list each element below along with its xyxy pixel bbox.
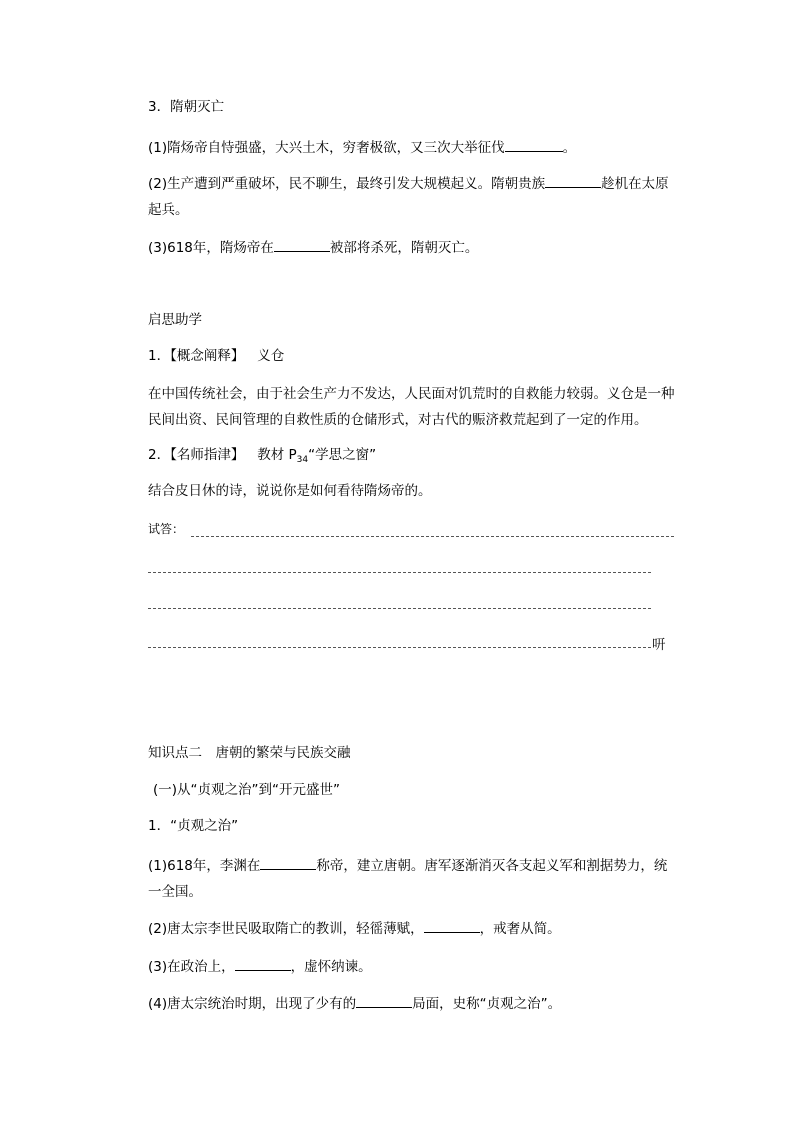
paragraph xyxy=(148,237,478,257)
section-heading: 启思助学 xyxy=(148,312,202,328)
answer-tail-char: 咞 xyxy=(652,637,666,653)
paragraph xyxy=(148,853,676,905)
fill-blank[interactable] xyxy=(505,137,563,152)
concept-item xyxy=(148,347,284,365)
text: ，戒奢从简。 xyxy=(479,921,561,937)
text: 被部将杀死，隋朝灭亡。 xyxy=(329,240,479,256)
paragraph xyxy=(148,171,676,223)
text: 局面，史称“贞观之治”。 xyxy=(412,996,562,1012)
section-title: 3．隋朝灭亡 xyxy=(148,99,225,115)
text: ，虚怀纳谏。 xyxy=(290,959,372,975)
question: 结合皮日休的诗，说说你是如何看待隋炀帝的。 xyxy=(148,483,432,499)
page-subscript: 34 xyxy=(296,455,309,465)
answer-label: 试答： xyxy=(148,522,185,536)
text: (3)在政治上， xyxy=(148,959,235,975)
paragraph xyxy=(148,993,561,1013)
answer-line[interactable] xyxy=(148,647,651,648)
item-label: 1．【概念阐释】 xyxy=(148,348,245,364)
text: (3)618年，隋炀帝在 xyxy=(148,240,274,256)
text: (2)生产遭到严重破坏，民不聊生，最终引发大规模起义。隋朝贵族 xyxy=(148,176,546,192)
paragraph xyxy=(148,137,576,157)
answer-line[interactable] xyxy=(148,572,651,573)
sub-heading: (一)从“贞观之治”到“开元盛世” xyxy=(153,782,341,798)
text: (1)618年，李渊在 xyxy=(148,858,261,874)
text: (4)唐太宗统治时期，出现了少有的 xyxy=(148,996,357,1012)
teacher-guide-item xyxy=(148,446,376,469)
fill-blank[interactable] xyxy=(235,956,291,971)
fill-blank[interactable] xyxy=(274,237,330,252)
fill-blank[interactable] xyxy=(356,993,412,1008)
fill-blank[interactable] xyxy=(424,918,480,933)
text: (2)唐太宗李世民吸取隋亡的教训，轻徭薄赋， xyxy=(148,921,424,937)
answer-line[interactable] xyxy=(191,536,674,537)
knowledge-heading: 知识点二 唐朝的繁荣与民族交融 xyxy=(148,745,351,761)
text: “学思之窗” xyxy=(308,447,377,463)
text: 在中国传统社会，由于社会生产力不发达，人民面对饥荒时的自救能力较弱。义仓是一种民间出资、民间管理的自救性质的仓储形式，对古代的赈济救荒起到了一定的作用。 xyxy=(148,386,675,428)
item-label: 2．【名师指津】 xyxy=(148,447,245,463)
text: 教材 P xyxy=(257,447,297,463)
paragraph xyxy=(148,956,372,976)
answer-line[interactable] xyxy=(148,608,651,609)
fill-blank[interactable] xyxy=(260,855,316,870)
text: 趁机在太原起兵。 xyxy=(148,176,669,218)
fill-blank[interactable] xyxy=(545,173,601,188)
item-title: 1．“贞观之治” xyxy=(148,818,239,834)
text: 。 xyxy=(562,140,577,156)
paragraph xyxy=(148,918,561,938)
concept-term: 义仓 xyxy=(257,348,285,364)
text: 称帝，建立唐朝。唐军逐渐消灭各支起义军和割据势力，统一全国。 xyxy=(148,858,668,900)
concept-explanation xyxy=(148,381,676,433)
text: (1)隋炀帝自恃强盛，大兴土木，穷奢极欲，又三次大举征伐 xyxy=(148,140,505,156)
